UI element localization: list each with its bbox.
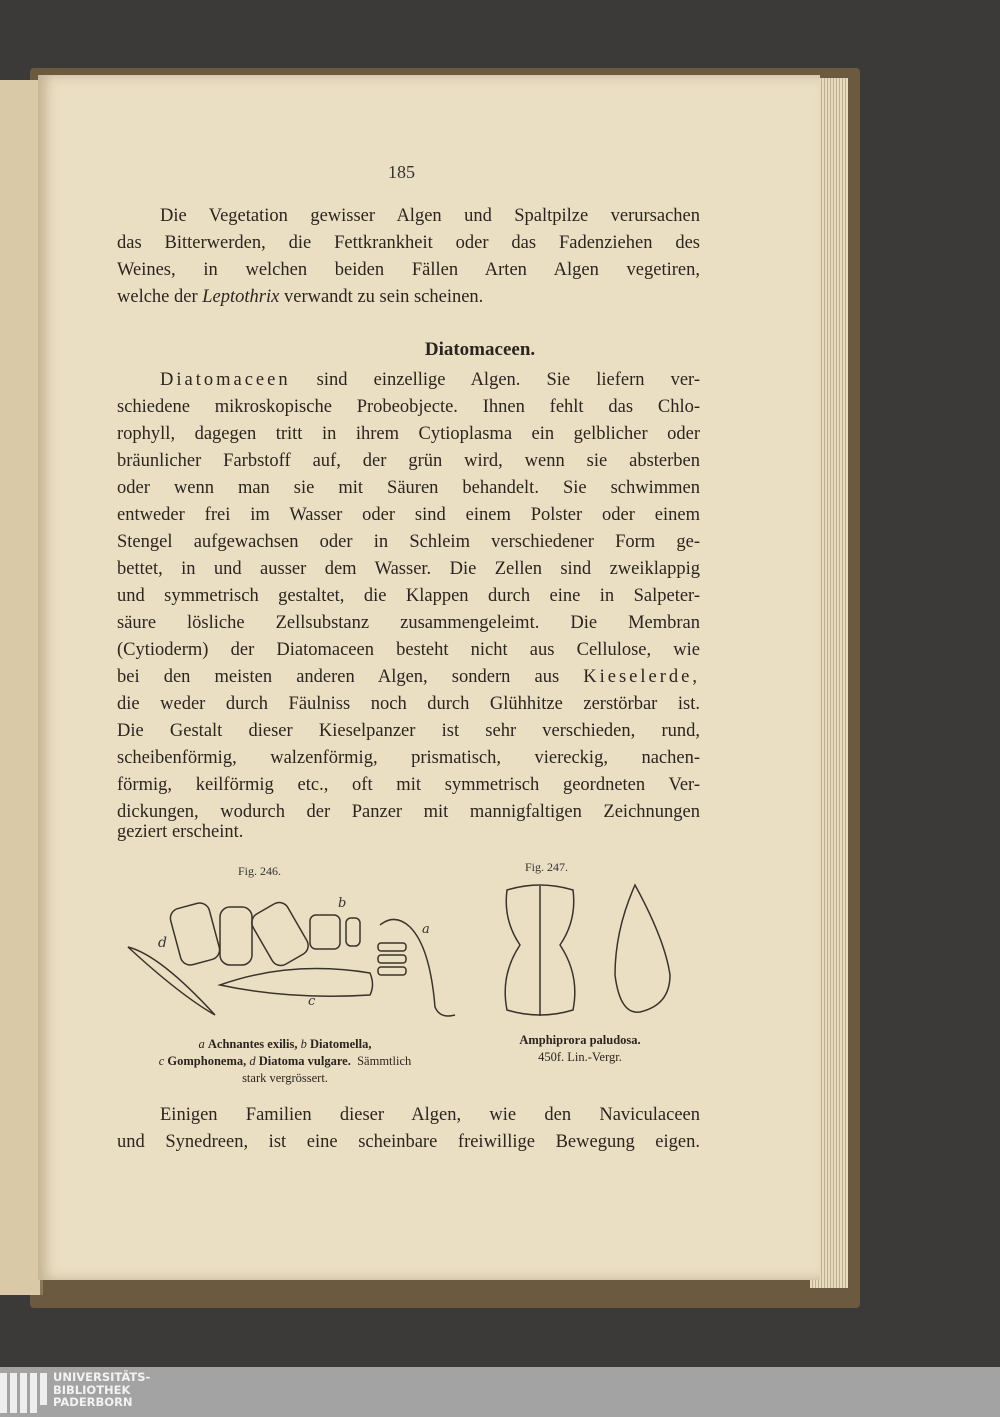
- caption-species: Achnantes exilis,: [207, 1037, 298, 1051]
- text-line: und Synedreen, ist eine scheinbare freiwillige Bewegung eigen.: [117, 1132, 700, 1152]
- text-line: scheibenförmig, walzenförmig, prismatisch, viereckig, nachen-: [117, 748, 700, 768]
- text-line: [160, 369, 700, 391]
- gomphonema-cell: [220, 969, 373, 997]
- spaced-term: Kieselerde,: [583, 667, 700, 687]
- text-line: geziert erscheint.: [117, 822, 244, 842]
- figure-247-amphiprora: [495, 880, 685, 1025]
- text-line: entweder frei im Wasser oder sind einem Polster oder einem: [117, 505, 700, 525]
- text-line: säure lösliche Zellsubstanz zusammengeleimt. Die Membran: [117, 613, 700, 633]
- text-line: rophyll, dagegen tritt in ihrem Cytioplasma ein gelblicher oder: [117, 424, 700, 444]
- figure-246-diatoms: [120, 885, 460, 1025]
- figure-247-caption: [490, 1032, 670, 1066]
- caption-letter: d: [249, 1054, 256, 1068]
- logo-line: UNIVERSITÄTS-: [53, 1370, 151, 1384]
- italic-term: Leptothrix: [202, 287, 280, 307]
- text-line: oder wenn man sie mit Säuren behandelt. Sie schwimmen: [117, 478, 700, 498]
- caption-species: Diatoma vulgare.: [258, 1054, 351, 1068]
- caption-line: stark vergrössert.: [242, 1071, 328, 1085]
- text-line: Stengel aufgewachsen oder in Schleim verschiedener Form ge-: [117, 532, 700, 552]
- figure-letter-c: c: [308, 994, 316, 1009]
- caption-text: Sämmtlich: [357, 1054, 412, 1068]
- section-heading: Diatomaceen.: [424, 339, 536, 360]
- caption-species: Diatomella,: [310, 1037, 372, 1051]
- text-line: Einigen Familien dieser Algen, wie den Naviculaceen: [160, 1105, 700, 1125]
- text-line: Die Gestalt dieser Kieselpanzer ist sehr verschieden, rund,: [117, 721, 700, 741]
- figure-letter-a: a: [422, 922, 430, 937]
- caption-letter: c: [158, 1054, 165, 1068]
- text: bei den meisten anderen Algen, sondern aus: [117, 667, 584, 687]
- text-line: das Bitterwerden, die Fettkrankheit oder das Fadenziehen des: [117, 233, 700, 253]
- logo-line: PADERBORN: [53, 1395, 133, 1409]
- caption-line: Amphiprora paludosa.: [519, 1033, 641, 1047]
- figure-246-caption: [120, 1036, 450, 1087]
- figure-label: Fig. 247.: [525, 860, 569, 874]
- figure-letter-d: d: [158, 935, 167, 951]
- text-line: schiedene mikroskopische Probeobjecte. Ihnen fehlt das Chlo-: [117, 397, 700, 417]
- library-footer: [0, 1367, 1000, 1417]
- caption-letter: a: [198, 1037, 205, 1051]
- text-line: und symmetrisch gestaltet, die Klappen durch eine in Salpeter-: [117, 586, 700, 606]
- diatom-cell: [346, 918, 360, 946]
- figure-label: Fig. 246.: [238, 864, 282, 878]
- caption-species: Gomphonema,: [167, 1054, 247, 1068]
- text-line: [117, 666, 700, 688]
- text-line: (Cytioderm) der Diatomaceen besteht nicht aus Cellulose, wie: [117, 640, 700, 660]
- left-page-edge: [0, 80, 43, 1295]
- spaced-term: Diatomaceen: [160, 370, 291, 390]
- text-line: Weines, in welchen beiden Fällen Arten Algen vegetiren,: [117, 260, 700, 280]
- text-line: die weder durch Fäulniss noch durch Glühhitze zerstörbar ist.: [117, 694, 700, 714]
- text-line: bräunlicher Farbstoff auf, der grün wird, wenn sie absterben: [117, 451, 700, 471]
- diatom-cell: [168, 901, 222, 967]
- text: verwandt zu sein scheinen.: [279, 287, 484, 307]
- text-line: [117, 286, 700, 308]
- caption-line: 450f. Lin.-Vergr.: [538, 1050, 622, 1064]
- text-line: dickungen, wodurch der Panzer mit mannigfaltigen Zeichnungen: [117, 802, 700, 822]
- diatom-cell: [310, 915, 340, 949]
- text-line: förmig, keilförmig etc., oft mit symmetrisch geordneten Ver-: [117, 775, 700, 795]
- amphiprora-side-view: [615, 885, 670, 1012]
- diatoma-cell: [128, 947, 215, 1015]
- caption-letter: b: [300, 1037, 307, 1051]
- library-logo-text: [53, 1371, 150, 1409]
- page-number: 185: [388, 162, 415, 182]
- diatom-cell: [220, 907, 252, 965]
- text: sind einzellige Algen. Sie liefern ver-: [290, 370, 700, 390]
- text-line: bettet, in und ausser dem Wasser. Die Zellen sind zweiklappig: [117, 559, 700, 579]
- figure-letter-b: b: [338, 896, 347, 911]
- diatom-cell: [248, 899, 312, 969]
- caption-line: [120, 1053, 450, 1070]
- text-line: Die Vegetation gewisser Algen und Spaltpilze verursachen: [160, 206, 700, 226]
- logo-line: BIBLIOTHEK: [53, 1382, 131, 1397]
- text: welche der: [117, 287, 203, 307]
- caption-line: [120, 1036, 450, 1053]
